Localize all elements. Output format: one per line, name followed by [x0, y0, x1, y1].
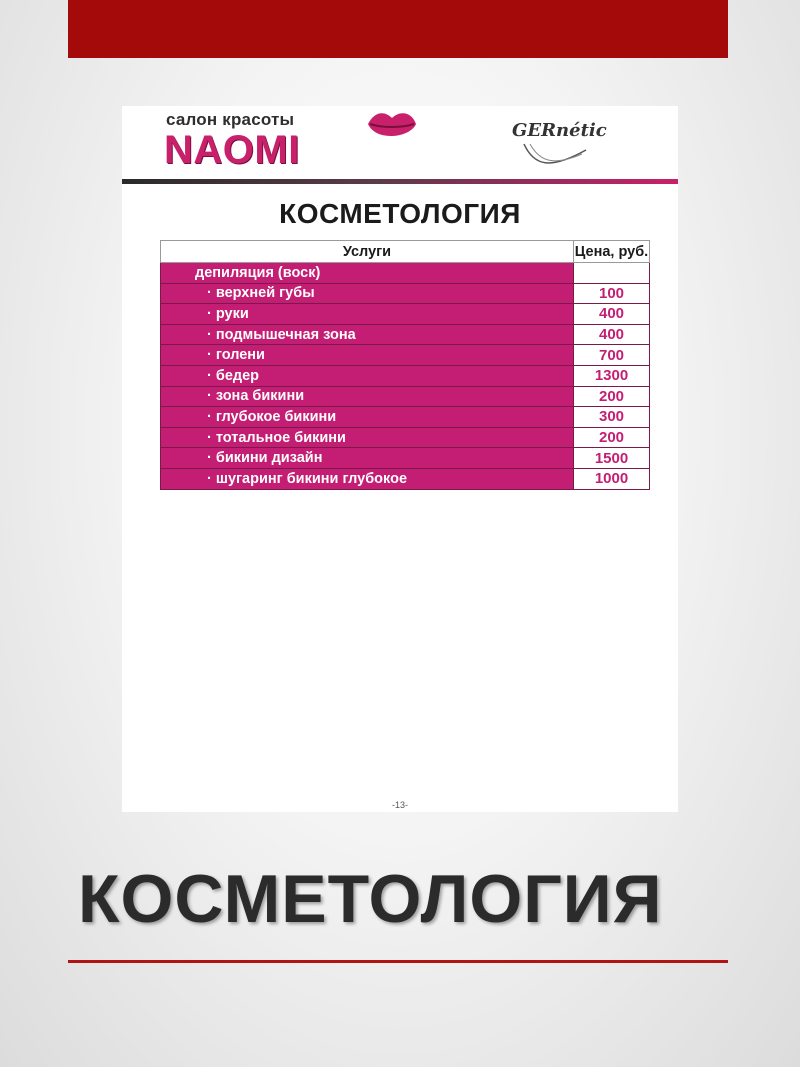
service-name: · голени	[161, 345, 574, 366]
service-price: 300	[574, 407, 650, 428]
swoosh-icon	[520, 140, 590, 170]
service-price: 1000	[574, 468, 650, 489]
service-price: 1300	[574, 365, 650, 386]
top-accent-bar	[68, 0, 728, 58]
service-price: 400	[574, 304, 650, 325]
service-name: · бедер	[161, 365, 574, 386]
service-name: · шугаринг бикини глубокое	[161, 468, 574, 489]
price-table	[160, 240, 650, 490]
category-label: депиляция (воск)	[161, 263, 574, 284]
service-price: 700	[574, 345, 650, 366]
service-name: · глубокое бикини	[161, 407, 574, 428]
document-title: КОСМЕТОЛОГИЯ	[279, 198, 521, 229]
service-column-header: Услуги	[161, 241, 574, 263]
table-row	[161, 345, 650, 366]
service-name: · зона бикини	[161, 386, 574, 407]
service-name: · верхней губы	[161, 283, 574, 304]
service-price: 200	[574, 427, 650, 448]
table-row	[161, 304, 650, 325]
service-name: · бикини дизайн	[161, 448, 574, 469]
slide-title: КОСМЕТОЛОГИЯ	[78, 861, 663, 937]
table-row	[161, 283, 650, 304]
service-name: · подмышечная зона	[161, 324, 574, 345]
table-category-row	[161, 263, 650, 284]
service-name: · тотальное бикини	[161, 427, 574, 448]
table-row	[161, 324, 650, 345]
table-row	[161, 407, 650, 428]
salon-label: салон красоты	[166, 110, 295, 129]
table-row	[161, 468, 650, 489]
header-divider	[122, 179, 678, 184]
service-price: 400	[574, 324, 650, 345]
service-price: 200	[574, 386, 650, 407]
brand-logo-text: NAOMI	[164, 128, 300, 172]
price-column-header: Цена, руб.	[574, 241, 650, 263]
table-row	[161, 427, 650, 448]
lips-icon	[366, 108, 418, 144]
table-row	[161, 448, 650, 469]
table-row	[161, 365, 650, 386]
bottom-divider	[68, 960, 728, 963]
price-list-document	[122, 106, 678, 812]
service-price: 100	[574, 283, 650, 304]
table-row	[161, 386, 650, 407]
service-price: 1500	[574, 448, 650, 469]
service-name: · руки	[161, 304, 574, 325]
table-header-row	[161, 241, 650, 263]
category-price-cell	[574, 263, 650, 284]
partner-logo: GERnétic	[512, 120, 607, 141]
page-number: -13-	[391, 800, 408, 810]
